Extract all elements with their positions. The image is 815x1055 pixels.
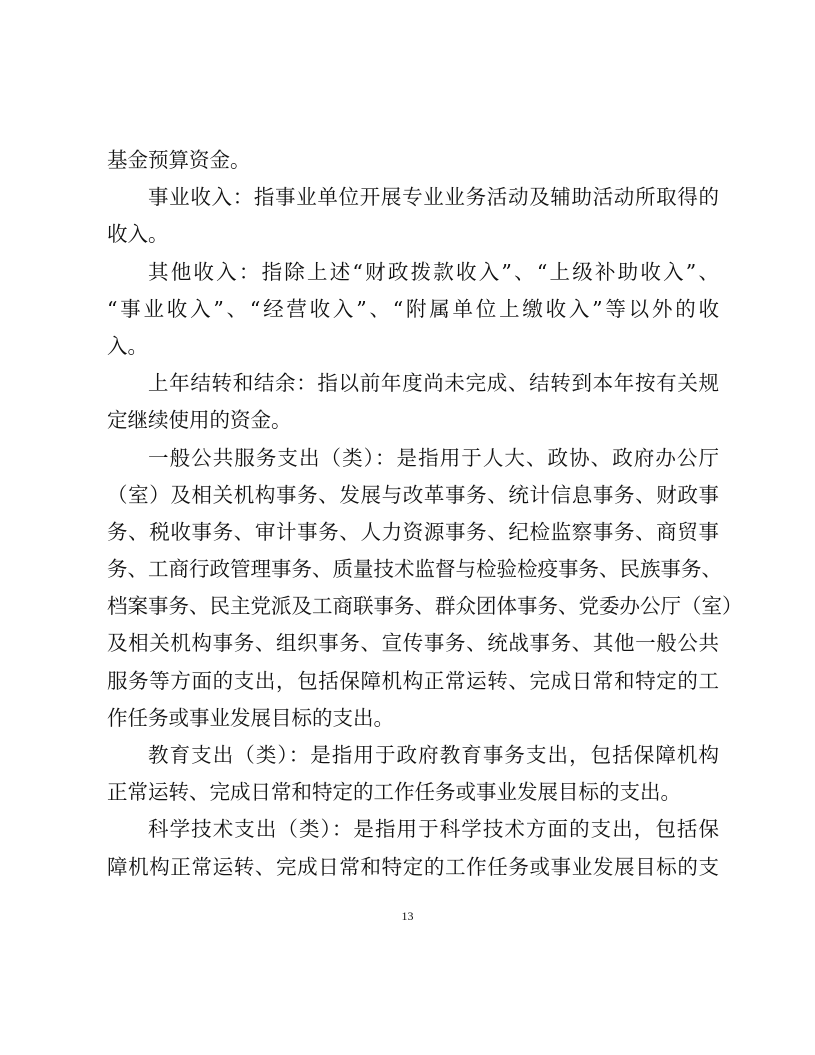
text-line: 务、工商行政管理事务、质量技术监督与检验检疫事务、民族事务、 xyxy=(107,557,722,582)
page-number: 13 xyxy=(401,909,414,923)
text-line: 障机构正常运转、完成日常和特定的工作任务或事业发展目标的支 xyxy=(107,854,719,879)
text-line: 定继续使用的资金。 xyxy=(107,408,292,433)
text-line: 作任务或事业发展目标的支出。 xyxy=(107,705,394,730)
text-line: 入。 xyxy=(107,333,148,358)
text-line: 教育支出（类）：是指用于政府教育事务支出，包括保障机构 xyxy=(148,743,719,767)
text-line: （室）及相关机构事务、发展与改革事务、统计信息事务、财政事 xyxy=(107,482,719,507)
text-line: 科学技术支出（类）：是指用于科学技术方面的支出，包括保 xyxy=(148,817,719,842)
text-line: 档案事务、民主党派及工商联事务、群众团体事务、党委办公厅（室） xyxy=(107,594,743,619)
text-line: 一般公共服务支出（类）：是指用于人大、政协、政府办公厅 xyxy=(148,445,719,470)
text-line: “事业收入”、“经营收入”、“附属单位上缴收入”等以外的收 xyxy=(107,296,719,321)
text-line: 上年结转和结余：指以前年度尚未完成、结转到本年按有关规 xyxy=(148,371,719,396)
text-line: 正常运转、完成日常和特定的工作任务或事业发展目标的支出。 xyxy=(107,780,681,805)
text-line: 基金预算资金。 xyxy=(107,148,251,172)
text-line: 服务等方面的支出，包括保障机构正常运转、完成日常和特定的工 xyxy=(107,668,719,693)
text-line: 务、税收事务、审计事务、人力资源事务、纪检监察事务、商贸事 xyxy=(107,519,719,544)
text-line: 其他收入：指除上述“财政拨款收入”、“上级补助收入”、 xyxy=(148,259,719,284)
text-line: 及相关机构事务、组织事务、宣传事务、统战事务、其他一般公共 xyxy=(107,631,719,656)
body-text xyxy=(107,142,743,886)
text-line: 事业收入：指事业单位开展专业业务活动及辅助活动所取得的 xyxy=(148,185,719,210)
text-line: 收入。 xyxy=(107,222,169,247)
